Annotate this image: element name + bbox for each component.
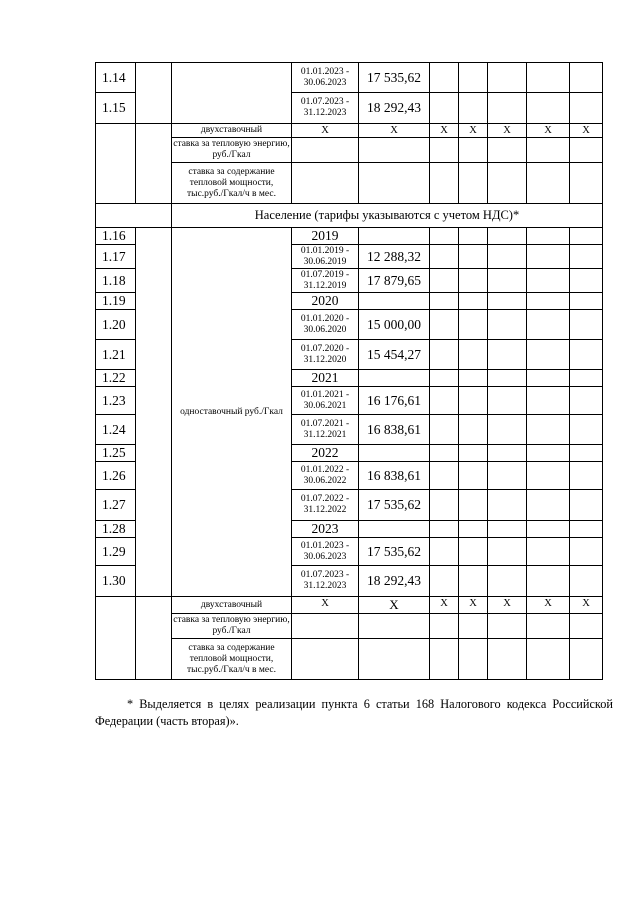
empty-cell bbox=[488, 445, 527, 462]
two-part-label: двухставочный bbox=[172, 597, 292, 614]
x-mark: Х bbox=[570, 597, 603, 614]
empty-cell bbox=[430, 415, 459, 445]
x-mark: Х bbox=[527, 124, 570, 138]
empty-cell bbox=[459, 340, 488, 370]
empty-cell bbox=[136, 124, 172, 204]
empty-cell bbox=[527, 163, 570, 204]
empty-cell bbox=[430, 310, 459, 340]
empty-cell bbox=[488, 93, 527, 124]
footnote bbox=[95, 696, 613, 730]
single-rate-label: одноставочный руб./Гкал bbox=[172, 228, 292, 597]
empty-cell bbox=[488, 538, 527, 566]
empty-cell bbox=[292, 639, 359, 680]
empty-cell bbox=[359, 639, 430, 680]
table-row bbox=[96, 614, 603, 639]
row-number: 1.29 bbox=[96, 538, 136, 566]
row-number: 1.24 bbox=[96, 415, 136, 445]
empty-cell bbox=[570, 445, 603, 462]
period-cell: 01.07.2019 - 31.12.2019 bbox=[292, 269, 359, 293]
empty-cell bbox=[570, 245, 603, 269]
population-header: Население (тарифы указываются с учетом НДС)* bbox=[172, 204, 603, 228]
row-number: 1.14 bbox=[96, 63, 136, 93]
empty-cell bbox=[488, 462, 527, 490]
empty-cell bbox=[527, 614, 570, 639]
year-heading: 2019 bbox=[292, 228, 359, 245]
tariff-value: 18 292,43 bbox=[359, 93, 430, 124]
empty-cell bbox=[430, 387, 459, 415]
tariff-value: 16 176,61 bbox=[359, 387, 430, 415]
empty-cell bbox=[292, 163, 359, 204]
x-mark: Х bbox=[488, 597, 527, 614]
empty-cell bbox=[527, 63, 570, 93]
empty-cell bbox=[96, 124, 136, 204]
row-number: 1.15 bbox=[96, 93, 136, 124]
x-mark: Х bbox=[292, 597, 359, 614]
empty-cell bbox=[430, 490, 459, 521]
table-row bbox=[96, 204, 603, 228]
empty-cell bbox=[430, 538, 459, 566]
rate-capacity-label: ставка за содержание тепловой мощности, тыс.руб./Гкал/ч в мес. bbox=[172, 639, 292, 680]
empty-cell bbox=[292, 138, 359, 163]
period-cell: 01.01.2023 - 30.06.2023 bbox=[292, 63, 359, 93]
empty-cell bbox=[488, 138, 527, 163]
empty-cell bbox=[459, 415, 488, 445]
year-heading: 2022 bbox=[292, 445, 359, 462]
empty-cell bbox=[292, 614, 359, 639]
empty-cell bbox=[359, 370, 430, 387]
empty-cell bbox=[359, 445, 430, 462]
empty-cell bbox=[459, 521, 488, 538]
year-heading: 2023 bbox=[292, 521, 359, 538]
empty-cell bbox=[527, 462, 570, 490]
empty-cell bbox=[570, 462, 603, 490]
row-number: 1.30 bbox=[96, 566, 136, 597]
empty-cell bbox=[488, 228, 527, 245]
table-row bbox=[96, 639, 603, 680]
row-number: 1.17 bbox=[96, 245, 136, 269]
empty-cell bbox=[96, 597, 136, 680]
x-mark: Х bbox=[292, 124, 359, 138]
rate-capacity-label: ставка за содержание тепловой мощности, тыс.руб./Гкал/ч в мес. bbox=[172, 163, 292, 204]
two-part-label: двухставочный bbox=[172, 124, 292, 138]
empty-cell bbox=[570, 93, 603, 124]
empty-cell bbox=[430, 639, 459, 680]
empty-cell bbox=[359, 614, 430, 639]
empty-cell bbox=[570, 566, 603, 597]
tariff-value: 16 838,61 bbox=[359, 462, 430, 490]
empty-cell bbox=[172, 63, 292, 124]
x-mark: Х bbox=[359, 597, 430, 614]
empty-cell bbox=[488, 614, 527, 639]
empty-cell bbox=[430, 566, 459, 597]
empty-cell bbox=[430, 293, 459, 310]
empty-cell bbox=[136, 228, 172, 370]
empty-cell bbox=[488, 245, 527, 269]
empty-cell bbox=[488, 566, 527, 597]
empty-cell bbox=[430, 228, 459, 245]
empty-cell bbox=[527, 370, 570, 387]
empty-cell bbox=[527, 245, 570, 269]
table-row bbox=[96, 163, 603, 204]
x-mark: Х bbox=[459, 597, 488, 614]
period-cell: 01.01.2021 - 30.06.2021 bbox=[292, 387, 359, 415]
tariff-value: 17 535,62 bbox=[359, 538, 430, 566]
empty-cell bbox=[430, 340, 459, 370]
rate-energy-label: ставка за тепловую энергию, руб./Гкал bbox=[172, 614, 292, 639]
tariff-value: 16 838,61 bbox=[359, 415, 430, 445]
empty-cell bbox=[430, 163, 459, 204]
period-cell: 01.01.2022 - 30.06.2022 bbox=[292, 462, 359, 490]
row-number: 1.20 bbox=[96, 310, 136, 340]
empty-cell bbox=[527, 310, 570, 340]
empty-cell bbox=[488, 521, 527, 538]
empty-cell bbox=[527, 445, 570, 462]
tariff-value: 17 535,62 bbox=[359, 490, 430, 521]
empty-cell bbox=[488, 387, 527, 415]
tariff-table bbox=[95, 62, 603, 680]
empty-cell bbox=[570, 415, 603, 445]
empty-cell bbox=[359, 293, 430, 310]
row-number: 1.27 bbox=[96, 490, 136, 521]
row-number: 1.21 bbox=[96, 340, 136, 370]
empty-cell bbox=[488, 490, 527, 521]
empty-cell bbox=[359, 138, 430, 163]
empty-cell bbox=[527, 490, 570, 521]
empty-cell bbox=[570, 138, 603, 163]
empty-cell bbox=[459, 138, 488, 163]
empty-cell bbox=[459, 93, 488, 124]
empty-cell bbox=[136, 63, 172, 124]
empty-cell bbox=[96, 204, 172, 228]
empty-cell bbox=[459, 462, 488, 490]
period-cell: 01.07.2023 - 31.12.2023 bbox=[292, 566, 359, 597]
tariff-value: 18 292,43 bbox=[359, 566, 430, 597]
empty-cell bbox=[570, 639, 603, 680]
row-number: 1.28 bbox=[96, 521, 136, 538]
empty-cell bbox=[459, 310, 488, 340]
tariff-value: 17 879,65 bbox=[359, 269, 430, 293]
empty-cell bbox=[570, 63, 603, 93]
tariff-value: 17 535,62 bbox=[359, 63, 430, 93]
empty-cell bbox=[430, 521, 459, 538]
empty-cell bbox=[570, 370, 603, 387]
tariff-value: 12 288,32 bbox=[359, 245, 430, 269]
empty-cell bbox=[570, 269, 603, 293]
empty-cell bbox=[459, 614, 488, 639]
empty-cell bbox=[527, 639, 570, 680]
rate-energy-label: ставка за тепловую энергию, руб./Гкал bbox=[172, 138, 292, 163]
empty-cell bbox=[459, 293, 488, 310]
empty-cell bbox=[459, 538, 488, 566]
empty-cell bbox=[430, 138, 459, 163]
empty-cell bbox=[430, 462, 459, 490]
period-cell: 01.07.2020 - 31.12.2020 bbox=[292, 340, 359, 370]
empty-cell bbox=[459, 445, 488, 462]
empty-cell bbox=[459, 387, 488, 415]
empty-cell bbox=[527, 138, 570, 163]
empty-cell bbox=[488, 269, 527, 293]
tariff-value: 15 454,27 bbox=[359, 340, 430, 370]
row-number: 1.26 bbox=[96, 462, 136, 490]
x-mark: Х bbox=[430, 124, 459, 138]
empty-cell bbox=[570, 163, 603, 204]
period-cell: 01.01.2020 - 30.06.2020 bbox=[292, 310, 359, 340]
x-mark: Х bbox=[430, 597, 459, 614]
empty-cell bbox=[459, 490, 488, 521]
x-mark: Х bbox=[359, 124, 430, 138]
empty-cell bbox=[570, 228, 603, 245]
empty-cell bbox=[488, 63, 527, 93]
table-row bbox=[96, 63, 603, 93]
empty-cell bbox=[570, 310, 603, 340]
empty-cell bbox=[570, 340, 603, 370]
empty-cell bbox=[459, 269, 488, 293]
empty-cell bbox=[488, 370, 527, 387]
empty-cell bbox=[430, 445, 459, 462]
empty-cell bbox=[359, 163, 430, 204]
empty-cell bbox=[430, 63, 459, 93]
table-row bbox=[96, 124, 603, 138]
empty-cell bbox=[459, 163, 488, 204]
empty-cell bbox=[527, 293, 570, 310]
empty-cell bbox=[359, 228, 430, 245]
empty-cell bbox=[430, 93, 459, 124]
footnote-text: * Выделяется в целях реализации пункта 6 статьи 168 Налогового кодекса Российской Федерации (часть вторая)». bbox=[95, 697, 613, 728]
empty-cell bbox=[136, 370, 172, 597]
tariff-value: 15 000,00 bbox=[359, 310, 430, 340]
empty-cell bbox=[430, 269, 459, 293]
empty-cell bbox=[527, 93, 570, 124]
empty-cell bbox=[459, 566, 488, 597]
empty-cell bbox=[136, 597, 172, 680]
row-number: 1.25 bbox=[96, 445, 136, 462]
x-mark: Х bbox=[488, 124, 527, 138]
empty-cell bbox=[527, 538, 570, 566]
empty-cell bbox=[527, 387, 570, 415]
empty-cell bbox=[570, 538, 603, 566]
table-row bbox=[96, 228, 603, 245]
row-number: 1.16 bbox=[96, 228, 136, 245]
empty-cell bbox=[359, 521, 430, 538]
empty-cell bbox=[488, 415, 527, 445]
empty-cell bbox=[570, 614, 603, 639]
empty-cell bbox=[527, 269, 570, 293]
empty-cell bbox=[488, 293, 527, 310]
period-cell: 01.01.2023 - 30.06.2023 bbox=[292, 538, 359, 566]
empty-cell bbox=[527, 415, 570, 445]
row-number: 1.18 bbox=[96, 269, 136, 293]
empty-cell bbox=[430, 614, 459, 639]
empty-cell bbox=[570, 387, 603, 415]
empty-cell bbox=[527, 521, 570, 538]
empty-cell bbox=[459, 63, 488, 93]
table-row bbox=[96, 138, 603, 163]
empty-cell bbox=[527, 340, 570, 370]
row-number: 1.22 bbox=[96, 370, 136, 387]
empty-cell bbox=[488, 639, 527, 680]
empty-cell bbox=[459, 639, 488, 680]
period-cell: 01.07.2023 - 31.12.2023 bbox=[292, 93, 359, 124]
empty-cell bbox=[570, 293, 603, 310]
period-cell: 01.07.2021 - 31.12.2021 bbox=[292, 415, 359, 445]
year-heading: 2020 bbox=[292, 293, 359, 310]
empty-cell bbox=[488, 310, 527, 340]
empty-cell bbox=[570, 521, 603, 538]
empty-cell bbox=[430, 245, 459, 269]
row-number: 1.23 bbox=[96, 387, 136, 415]
table-row bbox=[96, 597, 603, 614]
period-cell: 01.07.2022 - 31.12.2022 bbox=[292, 490, 359, 521]
x-mark: Х bbox=[459, 124, 488, 138]
empty-cell bbox=[459, 245, 488, 269]
x-mark: Х bbox=[570, 124, 603, 138]
empty-cell bbox=[430, 370, 459, 387]
period-cell: 01.01.2019 - 30.06.2019 bbox=[292, 245, 359, 269]
empty-cell bbox=[488, 163, 527, 204]
empty-cell bbox=[570, 490, 603, 521]
empty-cell bbox=[527, 228, 570, 245]
empty-cell bbox=[459, 370, 488, 387]
empty-cell bbox=[459, 228, 488, 245]
year-heading: 2021 bbox=[292, 370, 359, 387]
empty-cell bbox=[527, 566, 570, 597]
x-mark: Х bbox=[527, 597, 570, 614]
empty-cell bbox=[488, 340, 527, 370]
row-number: 1.19 bbox=[96, 293, 136, 310]
